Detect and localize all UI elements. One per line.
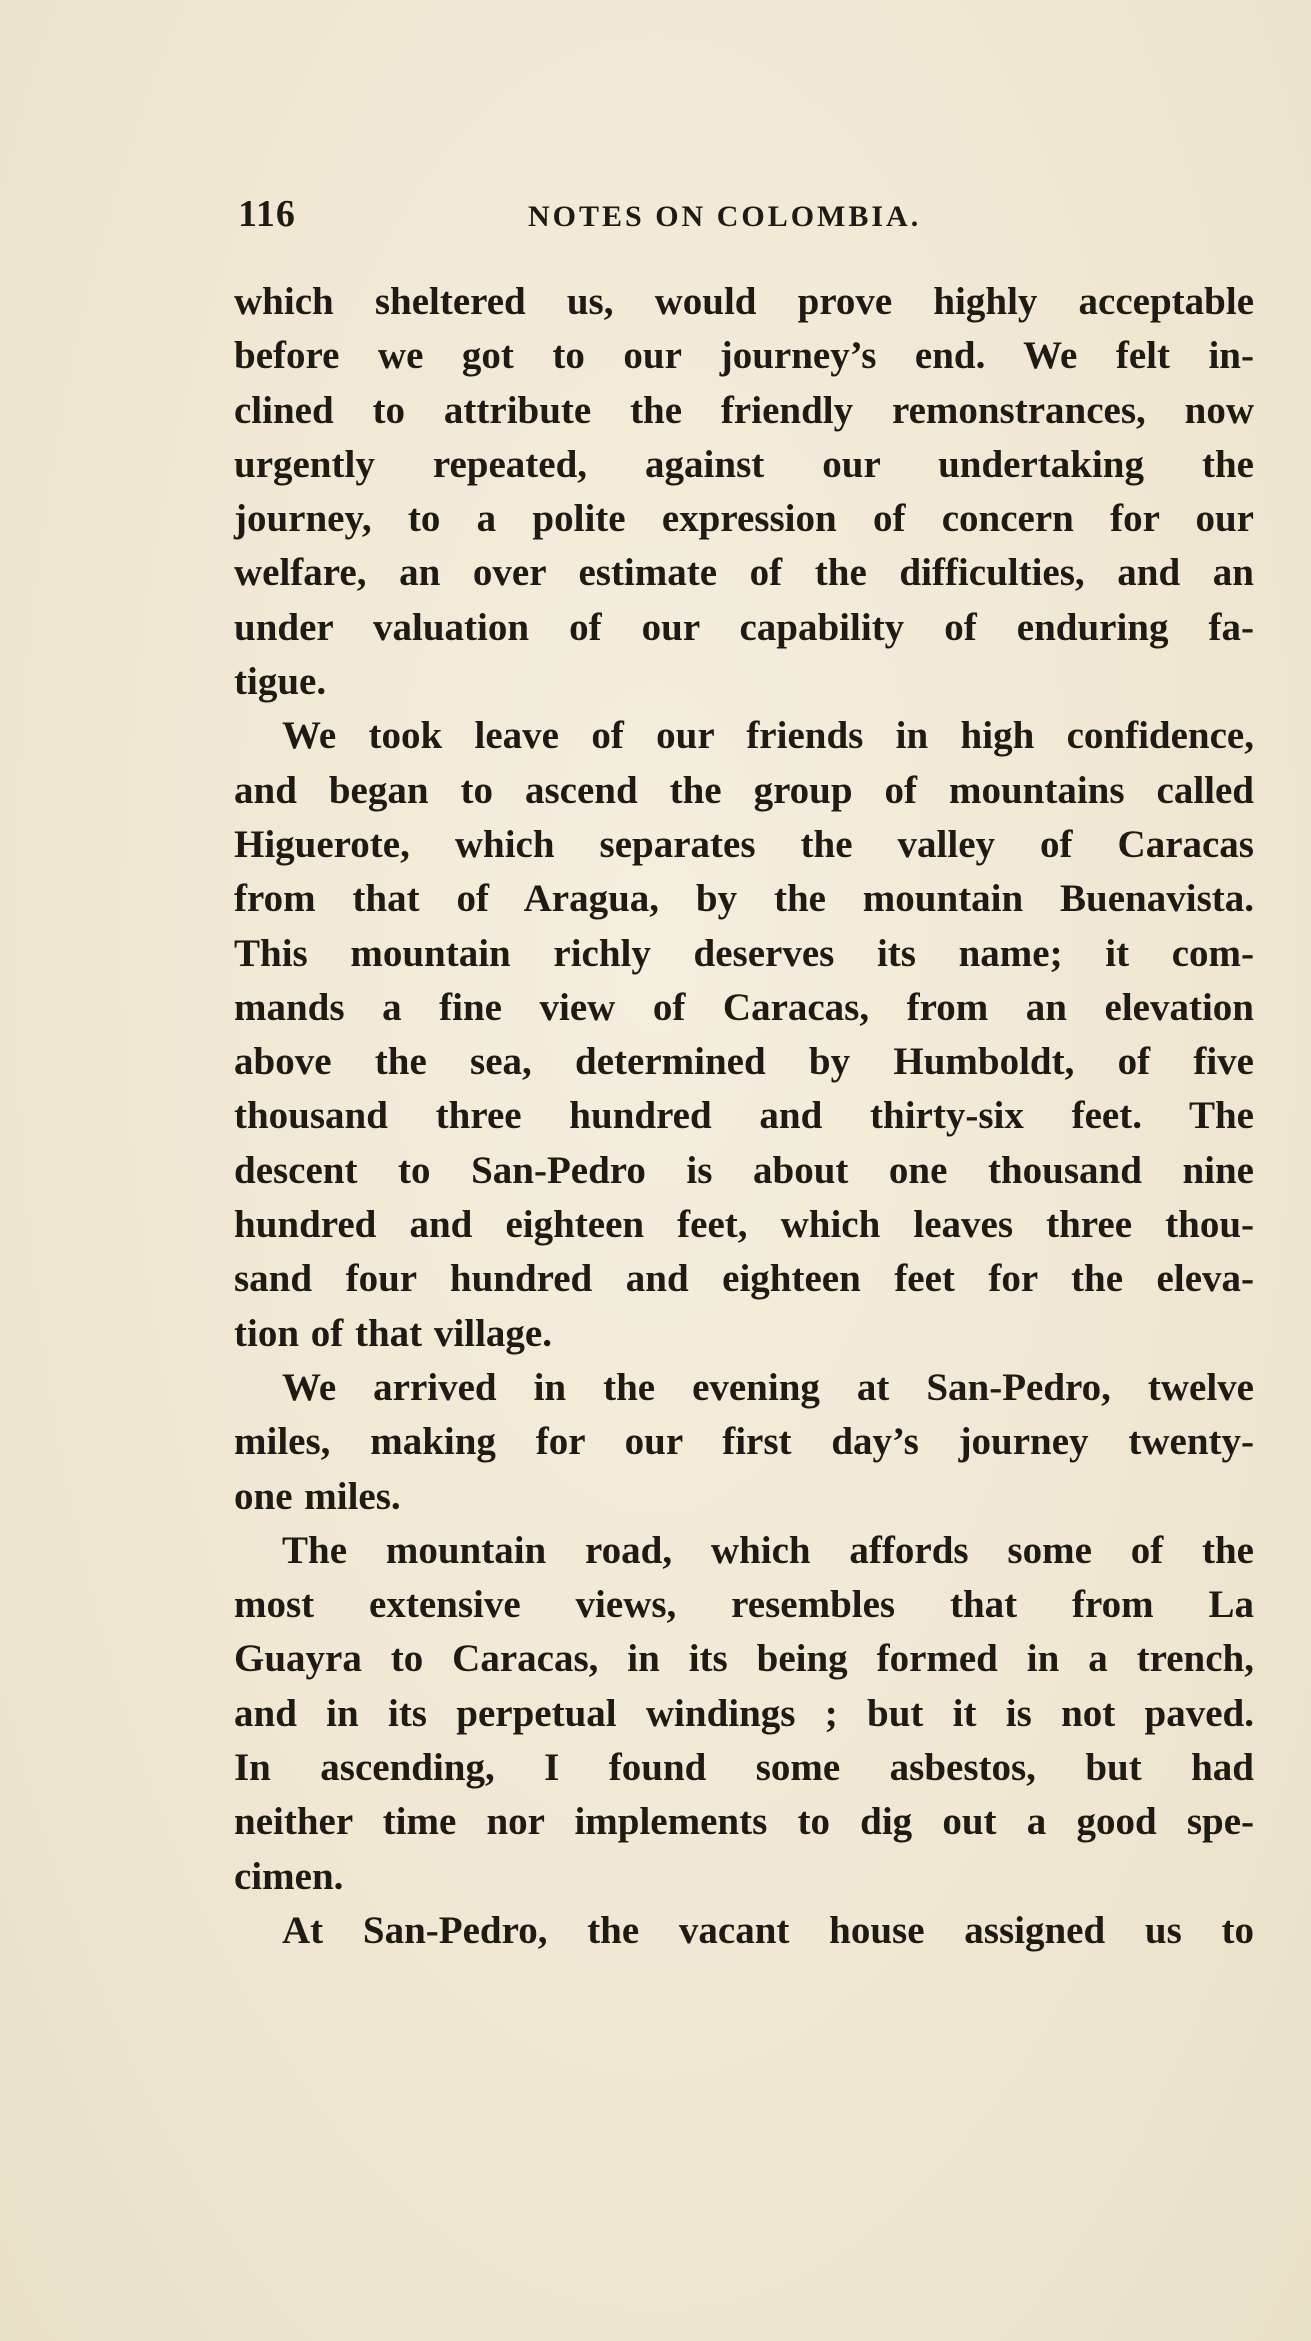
text-line: clined to attribute the friendly remonstrances, now [234,388,1254,432]
text-line: thousand three hundred and thirty-six feet. The [234,1094,1254,1138]
text-line: journey, to a polite expression of concern for our [234,497,1254,541]
text-line: above the sea, determined by Humboldt, of five [234,1040,1254,1084]
text-line: which sheltered us, would prove highly acceptable [234,280,1254,323]
text-line: sand four hundred and eighteen feet for the eleva- [234,1257,1254,1301]
text-line: from that of Aragua, by the mountain Buenavista. [234,877,1254,921]
text-line: neither time nor implements to dig out a good spe- [234,1800,1254,1844]
text-line: At San-Pedro, the vacant house assigned us to [282,1908,1254,1952]
body-text [234,275,1254,1958]
text-line: Higuerote, which separates the valley of Caracas [234,822,1254,866]
text-line: mands a fine view of Caracas, from an elevation [234,985,1254,1029]
text-line: miles, making for our first day’s journey twenty- [234,1420,1254,1464]
page-number: 116 [238,193,296,235]
text-line: and in its perpetual windings ; but it is not paved. [234,1691,1254,1735]
text-line: under valuation of our capability of enduring fa- [234,605,1254,649]
text-line: In ascending, I found some asbestos, but had [234,1746,1254,1790]
text-line: We took leave of our friends in high confidence, [282,714,1254,758]
text-line: tion of that village. [234,1311,552,1355]
text-line: cimen. [234,1854,344,1898]
text-line: descent to San-Pedro is about one thousand nine [234,1148,1254,1192]
text-line: and began to ascend the group of mountains called [234,768,1254,812]
running-title: NOTES ON COLOMBIA. [528,200,922,233]
text-line: one miles. [234,1474,401,1518]
text-line: Guayra to Caracas, in its being formed in a trench, [234,1637,1254,1681]
text-line: This mountain richly deserves its name; it com- [234,931,1254,975]
text-line: hundred and eighteen feet, which leaves three thou- [234,1203,1254,1247]
text-line: urgently repeated, against our undertaking the [234,442,1254,486]
text-line: welfare, an over estimate of the difficulties, and an [234,551,1254,595]
text-line: We arrived in the evening at San-Pedro, twelve [282,1365,1254,1409]
text-line: The mountain road, which affords some of the [282,1528,1254,1572]
text-line: tigue. [234,660,327,704]
page-header [238,192,1258,242]
text-line: most extensive views, resembles that from La [234,1583,1254,1627]
text-line: before we got to our journey’s end. We felt in- [234,334,1254,378]
